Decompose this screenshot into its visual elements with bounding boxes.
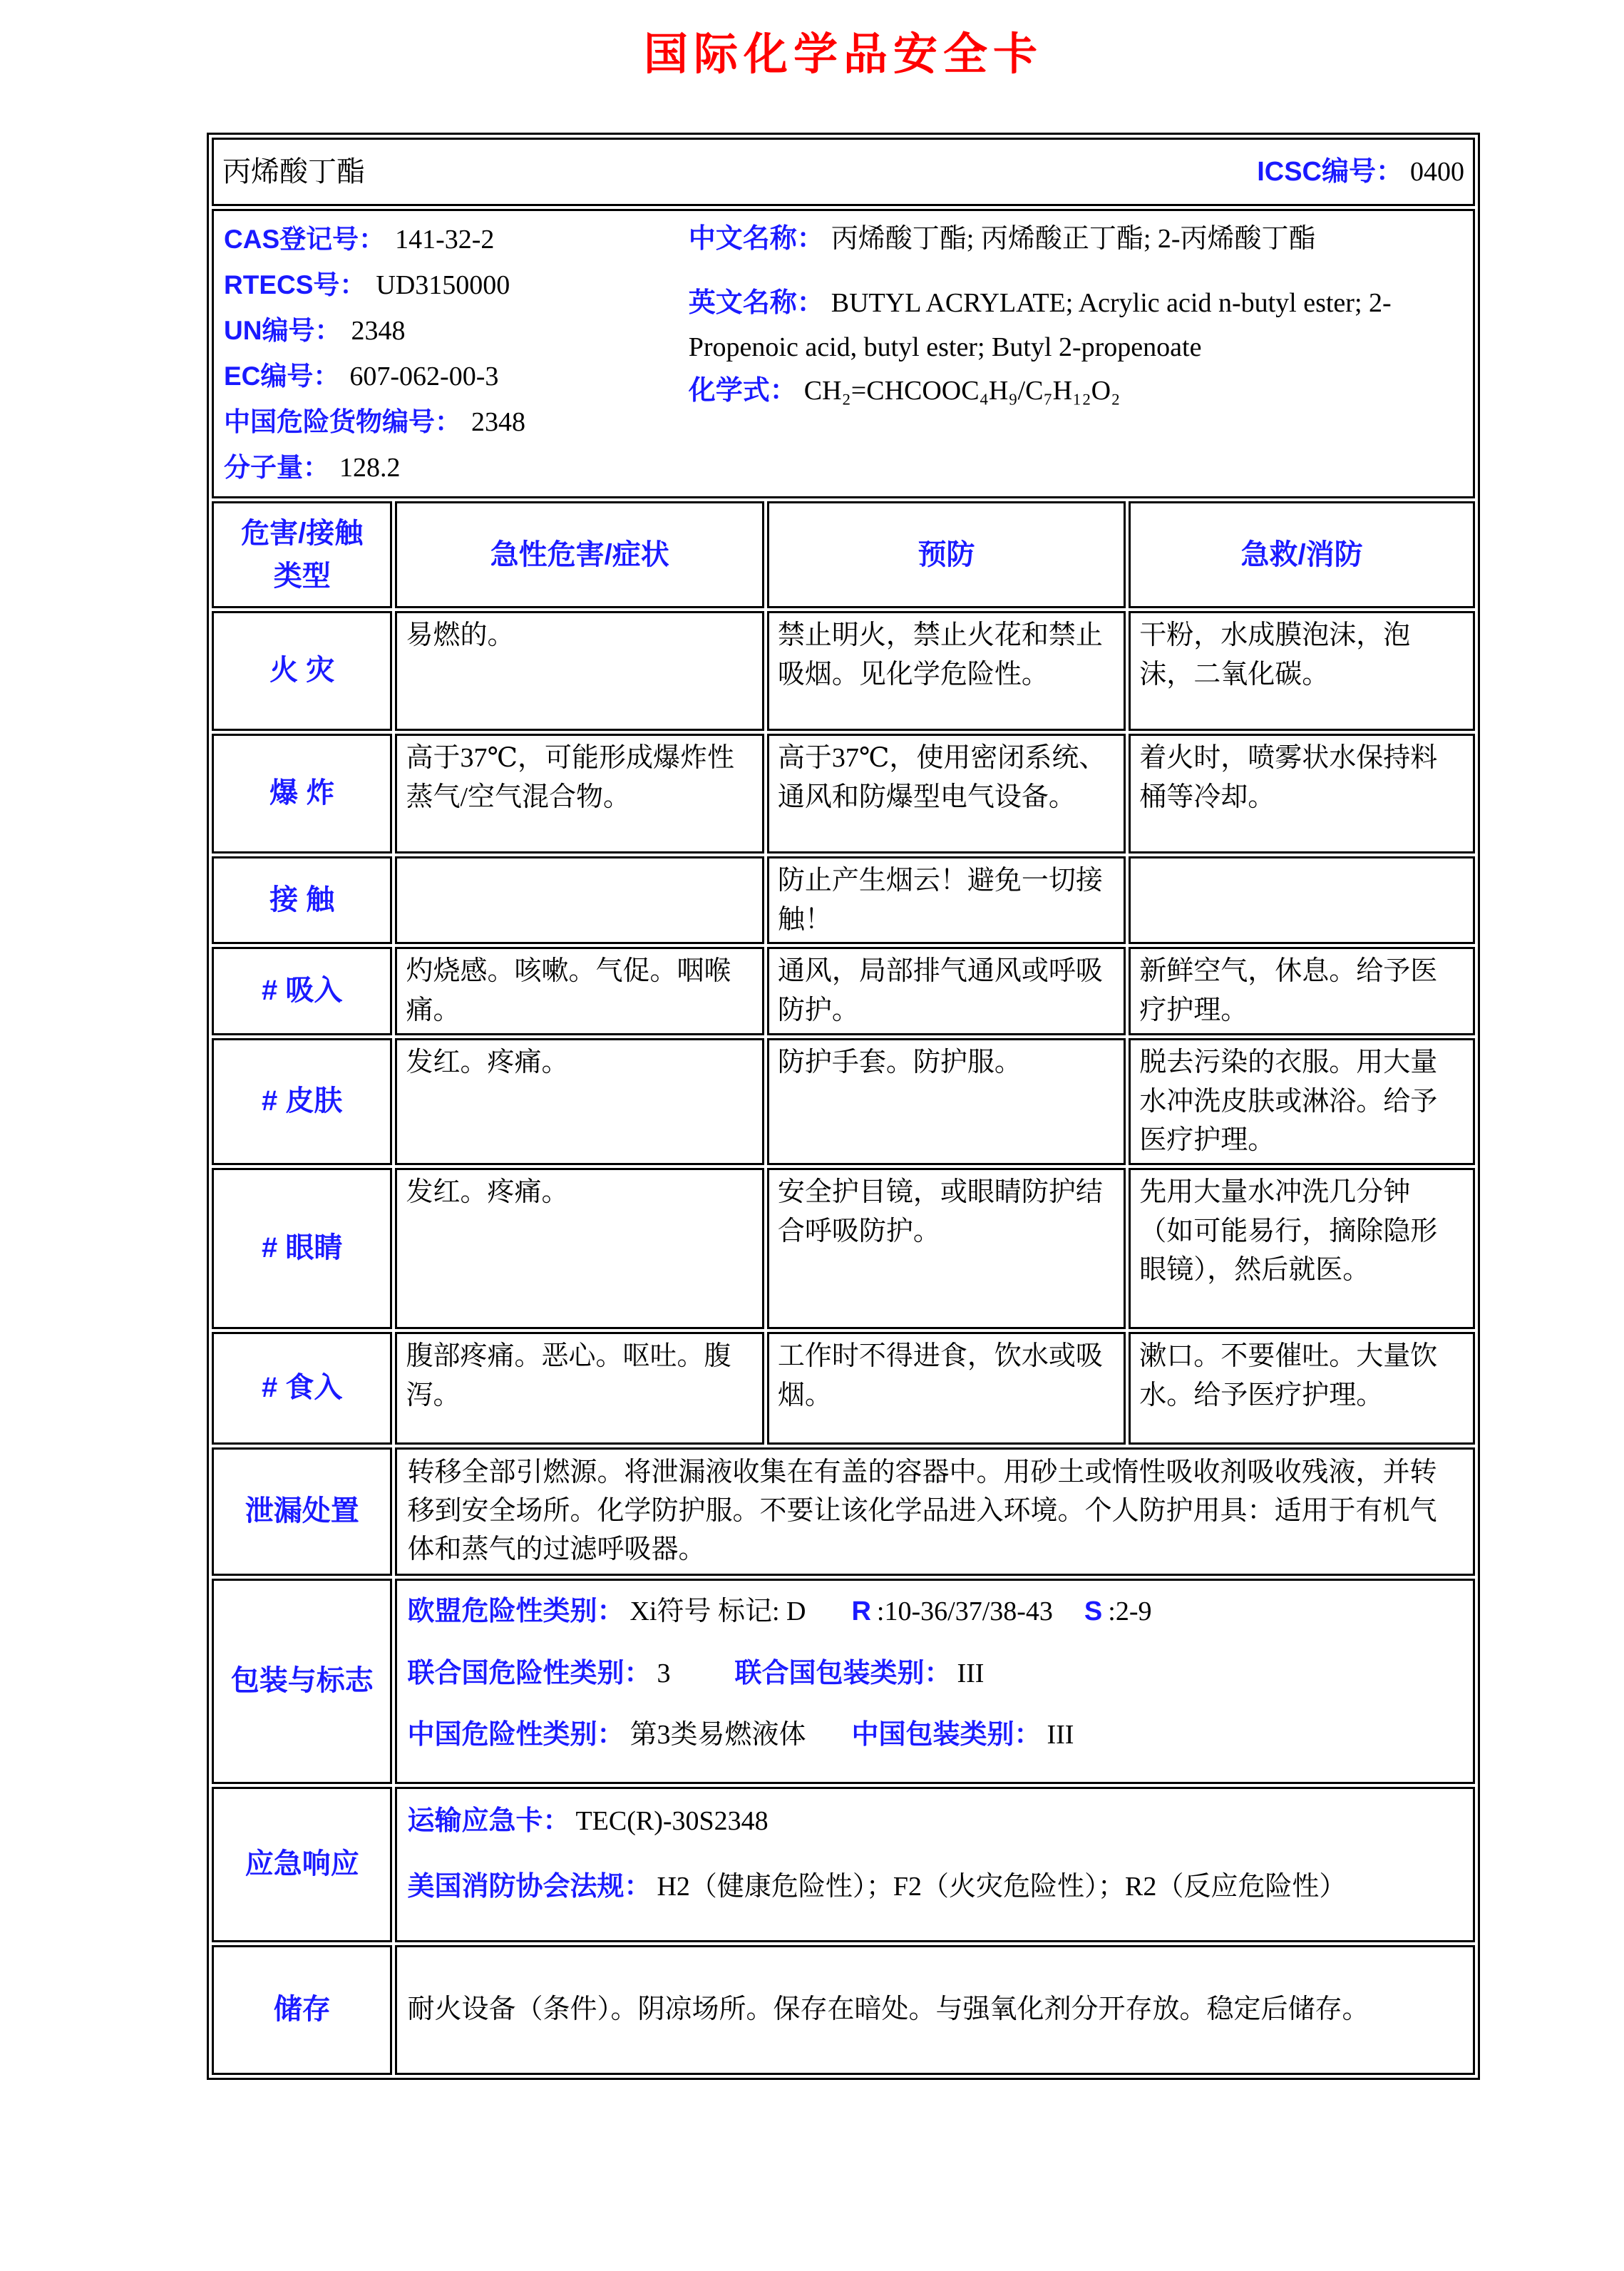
page-title: 国际化学品安全卡 [643,30,1043,79]
prevention-cell: 禁止明火，禁止火花和禁止吸烟。见化学危险性。 [767,611,1126,731]
identifier-cas [224,217,689,262]
symptoms-cell: 易燃的。 [395,611,764,731]
rtecs-value: UD3150000 [376,270,510,300]
ec-value: 607-062-00-3 [349,362,499,391]
nfpa-label: 美国消防协会法规： [407,1871,652,1902]
hazard-header-type [212,501,392,608]
un-hazard-line [407,1654,1463,1693]
nfpa-line [407,1864,1463,1910]
chinese-names [689,218,1463,260]
symptoms-cell: 发红。疼痛。 [395,1168,764,1329]
transport-card-line [407,1802,1463,1841]
english-name-value: BUTYL ACRYLATE; Acrylic acid n-butyl ester; 2-Propenoic acid, butyl ester; Butyl 2-propenoate [688,288,1392,362]
chemical-formula [689,369,1463,412]
eu-hazard-line [407,1592,1463,1631]
storage-label-cell: 储存 [212,1945,392,2075]
cn-class-label: 中国危险性类别： [407,1720,625,1750]
identity-cell [212,209,1475,498]
english-name-label: 英文名称： [688,288,824,318]
hazard-type-cell: 火 灾 [212,611,392,731]
nfpa-value: H2（健康危险性）；F2（火灾危险性）；R2（反应危险性） [657,1871,1347,1902]
un-label: UN编号： [224,316,341,345]
identity-row [212,209,1475,498]
ec-label: EC编号： [224,362,340,391]
hazard-row-exposure [212,856,1475,944]
firstaid-cell: 着火时，喷雾状水保持料桶等冷却。 [1129,734,1475,853]
eu-s-value: :2-9 [1108,1596,1152,1626]
icsc-card-table [207,133,1480,2080]
spillage-text: 转移全部引燃源。将泄漏液收集在有盖的容器中。用砂土或惰性吸收剂吸收残液，并转移到安全场所。化学防护服。不要让该化学品进入环境。个人防护用具：适用于有机气体和蒸气的过滤呼吸器。 [395,1447,1475,1576]
emergency-content [395,1787,1475,1942]
hazard-type-cell: 接 触 [212,856,392,944]
chinese-name-label: 中文名称： [688,224,824,254]
hazard-header-type-line1: 危害/接触 [241,518,364,549]
hazard-type-cell: # 吸入 [212,947,392,1035]
prevention-cell: 通风，局部排气通风或呼吸防护。 [767,947,1126,1035]
cas-value: 141-32-2 [395,225,495,255]
cn-class-value: 第3类易燃液体 [629,1720,806,1750]
hazard-row-ingestion [212,1332,1475,1445]
un-pack-label: 联合国包装类别： [734,1658,952,1688]
icsc-number-group [1257,153,1464,192]
firstaid-cell: 新鲜空气，休息。给予医疗护理。 [1129,947,1475,1035]
hazard-type-cell: 爆 炸 [212,734,392,853]
icsc-number-label: ICSC编号： [1257,156,1403,187]
hazard-row-skin [212,1038,1475,1165]
firstaid-cell: 漱口。不要催吐。大量饮水。给予医疗护理。 [1129,1332,1475,1445]
firstaid-cell: 脱去污染的衣服。用大量水冲洗皮肤或淋浴。给予医疗护理。 [1129,1038,1475,1165]
formula-label: 化学式： [688,376,797,406]
cas-label: CAS登记号： [224,225,386,254]
hazard-header-row [212,501,1475,608]
emergency-row [212,1787,1475,1942]
molweight-value: 128.2 [339,453,401,483]
packaging-row [212,1579,1475,1784]
hazard-row-fire [212,611,1475,731]
firstaid-cell: 先用大量水冲洗几分钟（如可能易行，摘除隐形眼镜），然后就医。 [1129,1168,1475,1329]
eu-class-value: Xi符号 标记: D [629,1596,806,1626]
hazard-type-cell: # 皮肤 [212,1038,392,1165]
symptoms-cell: 高于37℃，可能形成爆炸性蒸气/空气混合物。 [395,734,764,853]
identifier-china-dg [224,399,689,445]
china-dg-value: 2348 [471,407,525,437]
hazard-row-eyes [212,1168,1475,1329]
symptoms-cell: 发红。疼痛。 [395,1038,764,1165]
names-block [689,217,1463,491]
identifier-rtecs [224,262,689,308]
transport-card-value: TEC(R)-30S2348 [575,1806,769,1837]
formula-value: CH₂=CHCOOC₄H₉/C₇H₁₂O₂ [803,376,1121,406]
un-value: 2348 [351,316,406,346]
prevention-cell: 高于37℃，使用密闭系统、通风和防爆型电气设备。 [767,734,1126,853]
cn-hazard-line [407,1716,1463,1755]
identifier-un [224,308,689,354]
chinese-name-value: 丙烯酸丁酯; 丙烯酸正丁酯; 2-丙烯酸丁酯 [831,224,1316,254]
hazard-header-symptoms: 急性危害/症状 [395,501,764,608]
prevention-cell: 工作时不得进食，饮水或吸烟。 [767,1332,1126,1445]
identifier-ec [224,354,689,399]
symptoms-cell: 灼烧感。咳嗽。气促。咽喉痛。 [395,947,764,1035]
hazard-row-inhalation [212,947,1475,1035]
china-dg-label: 中国危险货物编号： [224,407,461,436]
eu-r-label: R [851,1596,871,1626]
chemical-name: 丙烯酸丁酯 [222,155,365,188]
hazard-type-cell: # 眼睛 [212,1168,392,1329]
eu-r-value: :10-36/37/38-43 [876,1596,1053,1626]
english-names [689,281,1463,369]
packaging-content [395,1579,1475,1784]
card-header-row [212,138,1475,206]
spillage-row [212,1447,1475,1576]
packaging-label-cell: 包装与标志 [212,1579,392,1784]
card-header-cell [212,138,1475,206]
prevention-cell: 防护手套。防护服。 [767,1038,1126,1165]
emergency-label-cell: 应急响应 [212,1787,392,1942]
un-pack-value: III [957,1658,985,1688]
hazard-type-cell: # 食入 [212,1332,392,1445]
icsc-number-value: 0400 [1410,156,1464,187]
eu-class-label: 欧盟危险性类别： [407,1596,625,1626]
rtecs-label: RTECS号： [224,270,366,299]
hazard-header-type-line2: 类型 [273,560,331,592]
cn-pack-value: III [1047,1720,1074,1750]
eu-s-label: S [1084,1596,1103,1626]
symptoms-cell [395,856,764,944]
symptoms-cell: 腹部疼痛。恶心。呕吐。腹泻。 [395,1332,764,1445]
firstaid-cell: 干粉，水成膜泡沫，泡沫，二氧化碳。 [1129,611,1475,731]
molweight-label: 分子量： [224,453,329,482]
hazard-header-prevention: 预防 [767,501,1126,608]
cn-pack-label: 中国包装类别： [851,1720,1042,1750]
spillage-label-cell: 泄漏处置 [212,1447,392,1576]
transport-card-label: 运输应急卡： [407,1806,570,1837]
identifier-molweight [224,445,689,491]
storage-text: 耐火设备（条件）。阴凉场所。保存在暗处。与强氧化剂分开存放。稳定后储存。 [395,1945,1475,2075]
un-class-label: 联合国危险性类别： [407,1658,652,1688]
un-class-value: 3 [657,1658,671,1688]
prevention-cell: 安全护目镜，或眼睛防护结合呼吸防护。 [767,1168,1126,1329]
storage-row [212,1945,1475,2075]
prevention-cell: 防止产生烟云！避免一切接触！ [767,856,1126,944]
hazard-row-explosion [212,734,1475,853]
identifier-list [224,217,689,491]
hazard-header-firstaid: 急救/消防 [1129,501,1475,608]
firstaid-cell [1129,856,1475,944]
